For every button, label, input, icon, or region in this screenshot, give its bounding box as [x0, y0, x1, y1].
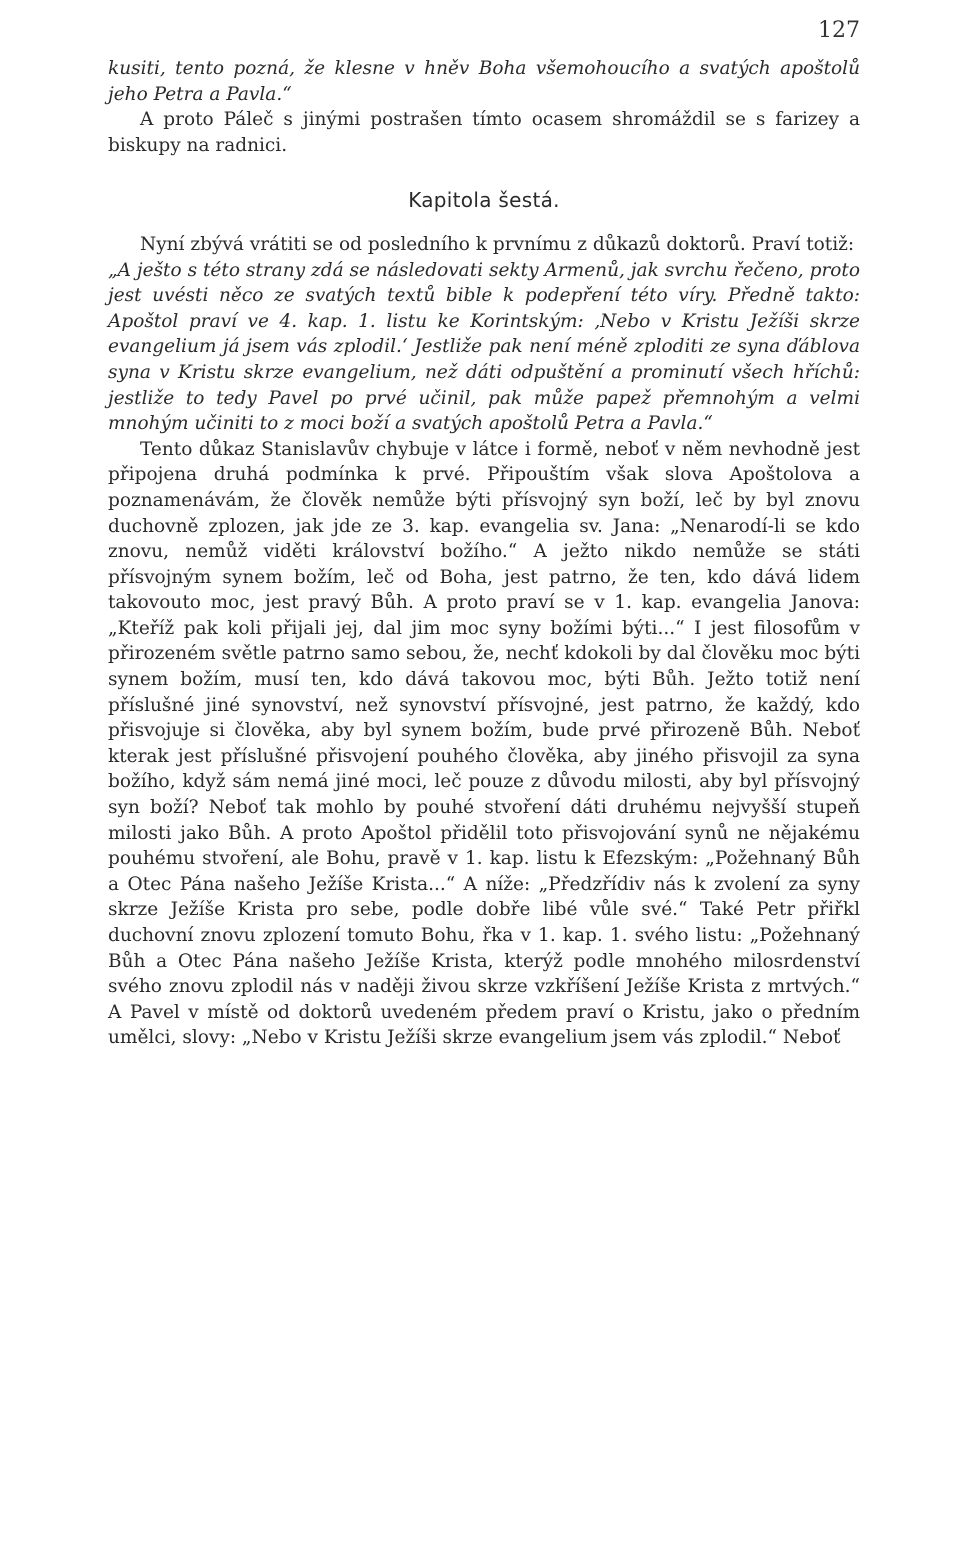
paragraph-1-quote: „A ješto s této strany zdá se následovati sekty Armenů, jak svrchu řečeno, proto jest uvésti něco ze svatých textů bible k podepření této víry. Předně takto: Apoštol praví ve 4. kap. 1. listu ke Korintským: ‚Nebo v Kristu Ježíši skrze evangelium já jsem vás zplodil.‘ Jestliže pak není méně zploditi ze syna ďáblova syna v Kristu skrze evangelium, než dáti odpuštění a prominutí všech hříchů: jestliže to tedy Pavel po prvé učinil, pak může papež přemnohým a velmi mnohým učiniti to z moci boží a svatých apoštolů Petra a Pavla.“	[108, 259, 860, 435]
paragraph-1-lead: Nyní zbývá vrátiti se od posledního k prvnímu z důkazů doktorů. Praví totiž:	[140, 233, 855, 255]
page-body	[108, 56, 860, 1051]
chapter-heading: Kapitola šestá.	[408, 188, 560, 213]
page-number: 127	[818, 18, 860, 43]
intro-quote-end: kusiti, tento pozná, že klesne v hněv Boha všemohoucího a svatých apoštolů jeho Petra a Pavla.“	[108, 58, 860, 105]
intro-paragraph	[108, 56, 860, 107]
paragraph-2: Tento důkaz Stanislavův chybuje v látce i formě, neboť v něm nevhodně jest připojena druhá podmínka k prvé. Připouštím však slova Apoštolova a poznamenávám, že člověk nemůže býti přísvojný syn boží, leč by byl znovu duchovně zplozen, jak jde ze 3. kap. evangelia sv. Jana: „Nenarodí-li se kdo znovu, nemůž viděti království božího.“ A ježto nikdo nemůže se státi přísvojným synem božím, leč od Boha, jest patrno, že ten, kdo dává lidem takovouto moc, jest pravý Bůh. A proto praví se v 1. kap. evangelia Janova: „Kteříž pak koli přijali jej, dal jim moc syny božími býti...“ I jest filosofům v přirozeném světle patrno samo sebou, že, nechť kdokoli by dal člověku moc býti synem božím, musí ten, kdo dává takovou moc, býti Bůh. Ježto totiž není příslušné jiné synovství, než synovství přísvojné, jest patrno, že každý, kdo přisvojuje si člověka, aby byl synem božím, bude prvé přirozeně Bůh. Neboť kterak jest příslušné přisvojení pouhého člověka, aby jiného přisvojil za syna božího, když sám nemá jiné moci, leč pouze z důvodu milosti, aby byl přísvojný syn boží? Neboť tak mohlo by pouhé stvoření dáti druhému nejvyšší stupeň milosti jako Bůh. A proto Apoštol přidělil toto přisvojování synů ne nějakému pouhému stvoření, ale Bohu, pravě v 1. kap. listu k Efezským: „Požehnaný Bůh a Otec Pána našeho Ježíše Krista...“ A níže: „Předzřídiv nás k zvolení za syny skrze Ježíše Krista pro sebe, podle dobře libé vůle své.“ Také Petr přiřkl duchovní znovu zplození tomuto Bohu, řka v 1. kap. 1. svého listu: „Požehnaný Bůh a Otec Pána našeho Ježíše Krista, kterýž podle mnohého milosrdenství svého znovu zplodil nás v naději živou skrze vzkříšení Ježíše Krista z mrtvých.“ A Pavel v místě od doktorů uvedeném předem praví o Kristu, jako o předním umělci, slovy: „Nebo v Kristu Ježíši skrze evangelium jsem vás zplodil.“ Neboť	[108, 438, 860, 1049]
intro-narrative: A proto Páleč s jinými postrašen tímto ocasem shromáždil se s farizey a biskupy na radnici.	[108, 109, 860, 156]
